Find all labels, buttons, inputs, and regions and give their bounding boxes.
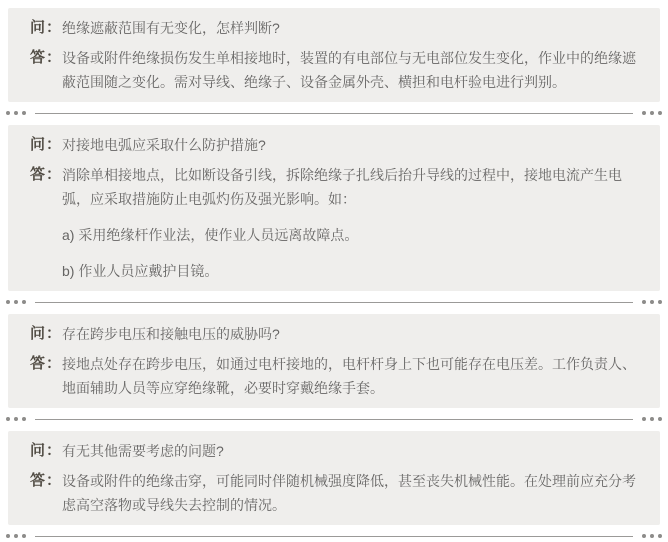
question-text: 绝缘遮蔽范围有无变化，怎样判断? bbox=[62, 20, 280, 36]
question-row bbox=[30, 321, 642, 347]
answer-label: 答： bbox=[30, 472, 63, 489]
answer-label: 答： bbox=[30, 355, 63, 372]
divider-dot bbox=[22, 534, 26, 538]
qa-card-1 bbox=[8, 8, 660, 102]
answer-line: 接地点处存在跨步电压，如通过电杆接地的，电杆杆身上下也可能存在电压差。工作负责人、 bbox=[62, 356, 637, 372]
answer-text bbox=[62, 352, 636, 400]
question-text: 存在跨步电压和接触电压的威胁吗? bbox=[62, 326, 280, 342]
divider-dot bbox=[658, 111, 662, 115]
question-label: 问： bbox=[30, 136, 63, 153]
divider-dot bbox=[650, 300, 654, 304]
answer-line: 虑高空落物或导线失去控制的情况。 bbox=[62, 497, 287, 513]
section-divider bbox=[6, 300, 662, 304]
divider-dots-right bbox=[642, 300, 662, 304]
divider-dots-left bbox=[6, 417, 26, 421]
divider-dot bbox=[658, 300, 662, 304]
divider-line bbox=[35, 419, 633, 420]
divider-dot bbox=[642, 111, 646, 115]
answer-text bbox=[62, 46, 636, 94]
qa-card-3 bbox=[8, 314, 660, 408]
divider-dot bbox=[14, 300, 18, 304]
divider-dot bbox=[650, 534, 654, 538]
answer-label: 答： bbox=[30, 49, 63, 66]
divider-line bbox=[35, 302, 633, 303]
answer-text bbox=[62, 469, 636, 517]
question-label: 问： bbox=[30, 19, 63, 36]
answer-line: 弧，应采取措施防止电弧灼伤及强光影响。如： bbox=[62, 191, 357, 207]
qa-card-2 bbox=[8, 125, 660, 291]
answer-row bbox=[30, 352, 642, 400]
divider-dots-right bbox=[642, 534, 662, 538]
divider-dot bbox=[14, 111, 18, 115]
answer-line: 设备或附件的绝缘击穿，可能同时伴随机械强度降低，甚至丧失机械性能。在处理前应充分考 bbox=[62, 473, 637, 489]
answer-text bbox=[62, 163, 622, 283]
divider-dot bbox=[22, 417, 26, 421]
qa-card-4 bbox=[8, 431, 660, 525]
divider-dot bbox=[658, 417, 662, 421]
question-text: 有无其他需要考虑的问题? bbox=[62, 443, 224, 459]
divider-dots-right bbox=[642, 417, 662, 421]
divider-dot bbox=[642, 417, 646, 421]
section-divider bbox=[6, 534, 662, 538]
question-label: 问： bbox=[30, 325, 63, 342]
question-row bbox=[30, 438, 642, 464]
divider-dot bbox=[14, 417, 18, 421]
divider-dot bbox=[6, 417, 10, 421]
divider-dot bbox=[658, 534, 662, 538]
divider-dot bbox=[14, 534, 18, 538]
divider-dot bbox=[6, 534, 10, 538]
divider-dots-left bbox=[6, 534, 26, 538]
divider-line bbox=[35, 536, 633, 537]
answer-list-item-b: b) 作业人员应戴护目镜。 bbox=[62, 263, 219, 279]
answer-line: 设备或附件绝缘损伤发生单相接地时，装置的有电部位与无电部位发生变化，作业中的绝缘遮 bbox=[62, 50, 637, 66]
divider-dot bbox=[22, 300, 26, 304]
question-row bbox=[30, 15, 642, 41]
divider-dots-left bbox=[6, 111, 26, 115]
section-divider bbox=[6, 417, 662, 421]
divider-dot bbox=[6, 111, 10, 115]
divider-dot bbox=[642, 300, 646, 304]
answer-row bbox=[30, 163, 642, 283]
answer-line: 地面辅助人员等应穿绝缘靴，必要时穿戴绝缘手套。 bbox=[62, 380, 385, 396]
divider-dot bbox=[650, 417, 654, 421]
answer-label: 答： bbox=[30, 166, 63, 183]
divider-dots-right bbox=[642, 111, 662, 115]
question-label: 问： bbox=[30, 442, 63, 459]
question-row bbox=[30, 132, 642, 158]
divider-dot bbox=[650, 111, 654, 115]
question-text: 对接地电弧应采取什么防护措施? bbox=[62, 137, 266, 153]
answer-list-item-a: a) 采用绝缘杆作业法，使作业人员远离故障点。 bbox=[62, 227, 359, 243]
answer-row bbox=[30, 46, 642, 94]
answer-row bbox=[30, 469, 642, 517]
divider-dot bbox=[642, 534, 646, 538]
section-divider bbox=[6, 111, 662, 115]
answer-line: 消除单相接地点，比如断设备引线，拆除绝缘子扎线后抬升导线的过程中，接地电流产生电 bbox=[62, 167, 623, 183]
divider-dot bbox=[22, 111, 26, 115]
divider-line bbox=[35, 113, 633, 114]
answer-line: 蔽范围随之变化。需对导线、绝缘子、设备金属外壳、横担和电杆验电进行判别。 bbox=[62, 74, 567, 90]
divider-dot bbox=[6, 300, 10, 304]
divider-dots-left bbox=[6, 300, 26, 304]
